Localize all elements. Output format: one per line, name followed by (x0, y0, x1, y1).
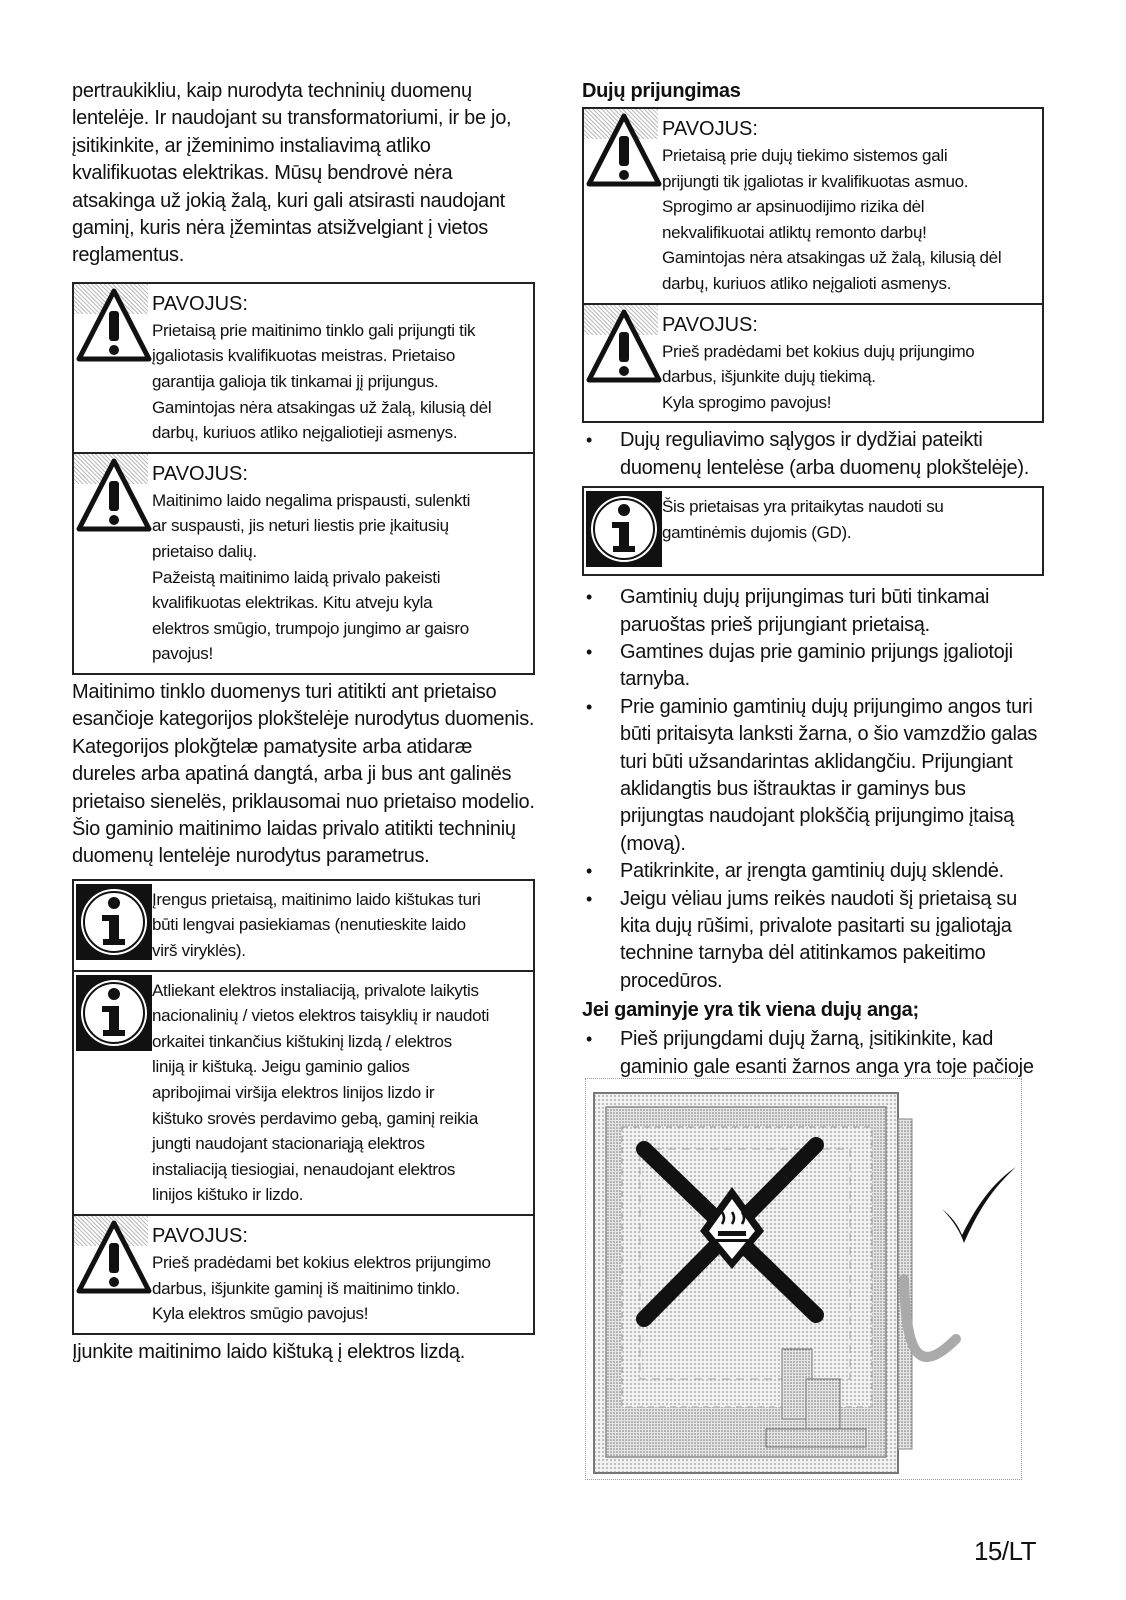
list-item: • Gamtines dujas prie gaminio prijungs įgaliotoji tarnyba. (582, 639, 1044, 694)
plug-in-paragraph: Įjunkite maitinimo laido kištuką į elektros lizdą. (72, 1340, 465, 1363)
warning-triangle-icon (586, 308, 662, 384)
section-subtitle-single-gas-inlet: Jei gaminyje yra tik viena dujų anga; (582, 999, 919, 1022)
warning-box-power-cable (72, 454, 535, 675)
right-column (582, 78, 1044, 1108)
page-number: 15/LT (973, 1536, 1036, 1566)
left-column (72, 78, 535, 1366)
info-icon (76, 975, 152, 1051)
oven-rear-illustration (586, 1079, 1021, 1479)
intro-paragraph: pertraukikliu, kaip nurodyta techninių duomenų lentelėje. Ir naudojant su transformatoriumi, ir be jo, įsitikinkite, ar įžeminimo instaliavimą atliko kvalifikuotas elektrikas. Mūsų bendrovė nėra atsakinga už jokią žalą, kuri gali atsirasti naudojant gaminį, kuris nėra įžemintas atsižvelgiant į vietos reglamentus. (72, 80, 512, 267)
warning-triangle-icon (76, 457, 152, 533)
list-item: • Gamtinių dujų prijungimas turi būti tinkamai paruoštas prieš prijungiant prietaisą. (582, 584, 1044, 639)
warning-box-gas-qualified (582, 107, 1044, 305)
warning-text: Prietaisą prie dujų tiekimo sistemos gali prijungti tik įgaliotas ir kvalifikuotas asmuo. Sprogimo ar apsinuodijimo rizika dėl nekvalifikuotai atliktų remonto darbų! Gamintojas nėra atsakingas už žalą, kilusią dėl darbų, kuriuos atliko neįgalioti asmenys. (662, 146, 1002, 293)
warning-box-power-connection (72, 282, 535, 454)
warning-box-electrical-shock (72, 1216, 535, 1335)
bullet-list-gas-connection (582, 584, 1044, 995)
warning-heading: PAVOJUS: (662, 313, 758, 336)
bullet-list-gas-conditions (582, 427, 1044, 482)
warning-heading: PAVOJUS: (662, 118, 758, 140)
section-title-gas-connection: Dujų prijungimas (582, 80, 741, 102)
list-item: • Prie gaminio gamtinių dujų prijungimo angos turi būti pritaisyta lanksti žarna, o šio vamzdžio galas turi būti užsandarintas aklidangčiu. Prijungiant aklidangtis bus ištrauktas ir gaminys bus prijungtas naudojant plokščią prijungimo įtaisą (movą). (582, 694, 1044, 858)
warning-text: Prieš pradėdami bet kokius elektros prijungimo darbus, išjunkite gaminį iš maitinimo tinklo. Kyla elektros smūgio pavojus! (152, 1252, 491, 1324)
info-icon (586, 491, 662, 567)
info-box-natural-gas (582, 486, 1044, 576)
rating-plate-paragraph: Maitinimo tinklo duomenys turi atitikti ant prietaiso esančioje kategorijos plokštelėje nurodytus duomenis. Kategorijos plokğtelæ pamatysite arba atidaræ dureles arba apatiná dangtá, arba ji bus ant galinës prietaiso sienelës, priklausomai nuo prietaiso modelio. (72, 680, 535, 813)
warning-heading: PAVOJUS: (152, 462, 248, 485)
power-cable-paragraph: Šio gaminio maitinimo laidas privalo atitikti techninių duomenų lentelėje nurodytus parametrus. (72, 818, 516, 868)
gas-connection-figure (585, 1078, 1022, 1480)
warning-text: Prietaisą prie maitinimo tinklo gali prijungti tik įgaliotasis kvalifikuotas meistras. Prietaiso garantija galioja tik tinkamai jį prijungus. Gamintojas nėra atsakingas už žalą, kilusią dėl darbų, kuriuos atliko neįgaliotieji asmenys. (152, 320, 492, 443)
info-icon (76, 884, 152, 960)
list-item: • Dujų reguliavimo sąlygos ir dydžiai pateikti duomenų lentelėse (arba duomenų plokštelėje). (582, 427, 1044, 482)
info-text: Įrengus prietaisą, maitinimo laido kištukas turi būti lengvai pasiekiamas (nenutieskite laido virš viryklės). (152, 889, 481, 960)
warning-box-gas-supply (582, 305, 1044, 424)
info-text: Šis prietaisas yra pritaikytas naudoti su gamtinėmis dujomis (GD). (662, 497, 944, 542)
list-item: • Patikrinkite, ar įrengta gamtinių dujų sklendė. (582, 858, 1044, 885)
warning-text: Prieš pradėdami bet kokius dujų prijungimo darbus, išjunkite dujų tiekimą. Kyla sprogimo pavojus! (662, 341, 975, 412)
info-text: Atliekant elektros instaliaciją, privalote laikytis nacionalinių / vietos elektros taisyklių ir naudoti orkaitei tinkančius kištukinį lizdą / elektros liniją ir kištuką. Jeigu gaminio galios apribojimai viršija elektros linijos lizdo ir kištuko srovės perdavimo gebą, gaminį reikia jungti naudojant stacionariąją elektros instaliaciją tiesiogiai, nenaudojant elektros linijos kištuko ir lizdo. (152, 980, 490, 1205)
warning-triangle-icon (76, 1219, 152, 1295)
warning-triangle-icon (586, 112, 662, 188)
warning-text: Maitinimo laido negalima prispausti, sulenkti ar suspausti, jis neturi liestis prie įkaitusių prietaiso dalių. Pažeistą maitinimo laidą privalo pakeisti kvalifikuotas elektrikas. Kitu atveju kyla elektros smūgio, trumpojo jungimo ar gaisro pavojus! (152, 490, 471, 664)
info-box-plug-access (72, 879, 535, 972)
info-box-electrical-installation (72, 972, 535, 1216)
list-item: • Pieš prijungdami dujų žarną, įsitikinkite, kad gaminio gale esanti žarnos anga yra toje pačioje (582, 1026, 1044, 1108)
warning-heading: PAVOJUS: (152, 1224, 248, 1247)
warning-heading: PAVOJUS: (152, 292, 248, 315)
warning-triangle-icon (76, 287, 152, 363)
list-item: • Jeigu vėliau jums reikės naudoti šį prietaisą su kita dujų rūšimi, privalote pasitarti su įgaliotąja technine tarnyba dėl atitinkamos pakeitimo procedūros. (582, 886, 1044, 996)
